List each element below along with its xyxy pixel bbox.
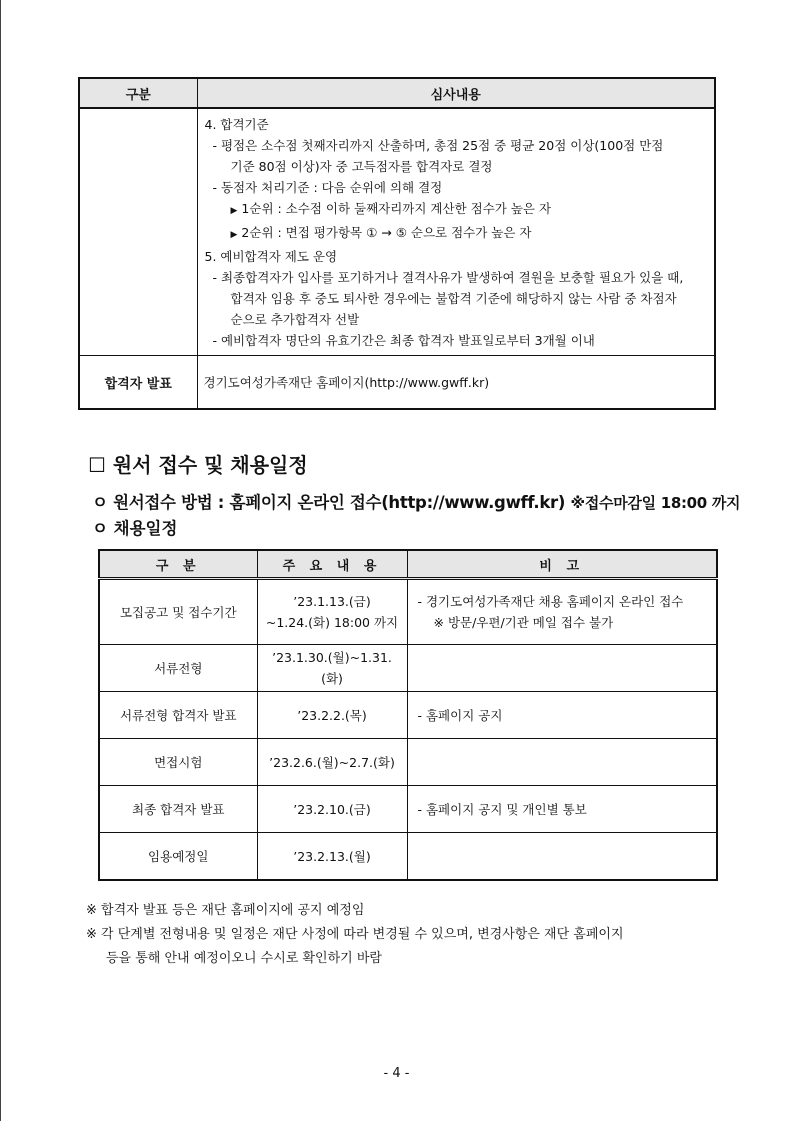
deadline-note: ※접수마감일 18:00 까지 xyxy=(570,494,741,512)
criteria-line xyxy=(205,135,711,156)
footnote-line: ※ 각 단계별 전형내용 및 일정은 재단 사정에 따라 변경될 수 있으며, 변경사항은 재단 홈페이지 xyxy=(86,927,624,942)
triangle-bullet-icon: ▶ xyxy=(230,206,238,216)
schedule-date xyxy=(257,786,407,833)
schedule-stage-text: 최종 합격자 발표 xyxy=(132,801,225,817)
schedule-date xyxy=(257,645,407,692)
schedule-date-text: ’23.2.6.(월)~2.7.(화) xyxy=(269,754,395,770)
schedule-stage xyxy=(99,645,257,692)
schedule-note xyxy=(407,692,717,739)
criteria-line xyxy=(205,198,711,222)
schedule-note-text: - 홈페이지 공지 및 개인별 통보 xyxy=(417,801,587,817)
schedule-note xyxy=(407,645,717,692)
criteria-line xyxy=(205,177,711,198)
header-review-content: 심사내용 xyxy=(197,78,715,108)
schedule-stage xyxy=(99,692,257,739)
footnote-line: 등을 통해 안내 예정이오니 수시로 확인하기 바람 xyxy=(106,951,382,966)
schedule-table xyxy=(98,549,718,881)
page-left-border xyxy=(0,0,1,1121)
schedule-note xyxy=(407,833,717,881)
criteria-content-cell xyxy=(197,108,715,356)
schedule-note xyxy=(407,786,717,833)
schedule-row xyxy=(99,833,717,881)
criteria-line xyxy=(205,288,711,309)
schedule-note xyxy=(407,739,717,786)
schedule-date-text: ’23.1.13.(금) xyxy=(293,594,371,609)
criteria-lines xyxy=(198,109,715,355)
schedule-date-text: ’23.1.30.(월)~1.31.(화) xyxy=(272,650,392,686)
criteria-line xyxy=(205,330,711,351)
schedule-header-note: 비 고 xyxy=(407,550,717,579)
schedule-date xyxy=(257,833,407,881)
criteria-line xyxy=(205,222,711,246)
criteria-line-text: 2순위 : 면접 평가항목 ① → ⑤ 순으로 점수가 높은 자 xyxy=(241,225,532,240)
criteria-line-text: - 평점은 소수점 첫째자리까지 산출하며, 총점 25점 중 평균 20점 이상(100점 만점 xyxy=(212,138,664,153)
criteria-line xyxy=(205,267,711,288)
announce-label: 합격자 발표 xyxy=(79,356,197,410)
header-category: 구분 xyxy=(79,78,197,108)
schedule-note xyxy=(407,579,717,645)
schedule-stage xyxy=(99,579,257,645)
schedule-row xyxy=(99,786,717,833)
criteria-line-text: - 예비합격자 명단의 유효기간은 최종 합격자 발표일로부터 3개월 이내 xyxy=(212,333,595,348)
schedule-date xyxy=(257,739,407,786)
screening-table xyxy=(78,77,716,410)
schedule-date-text: ’23.2.10.(금) xyxy=(293,801,371,817)
schedule-header-content: 주 요 내 용 xyxy=(257,550,407,579)
criteria-line xyxy=(205,309,711,330)
triangle-bullet-icon: ▶ xyxy=(230,230,238,240)
criteria-line-text: 1순위 : 소수점 이하 둘째자리까지 계산한 점수가 높은 자 xyxy=(241,201,552,216)
schedule-date-text: ’23.2.13.(월) xyxy=(293,848,371,864)
schedule-stage-text: 모집공고 및 접수기간 xyxy=(119,604,237,620)
criteria-line-text: 순으로 추가합격자 선발 xyxy=(230,312,360,327)
schedule-row xyxy=(99,692,717,739)
schedule-stage-text: 임용예정일 xyxy=(148,848,209,864)
criteria-line-text: 합격자 임용 후 중도 퇴사한 경우에는 불합격 기준에 해당하지 않는 사람 중 차점자 xyxy=(230,291,677,306)
schedule-note-text: - 경기도여성가족재단 채용 홈페이지 온라인 접수 xyxy=(417,594,684,609)
schedule-note-text: ※ 방문/우편/기관 메일 접수 불가 xyxy=(433,615,614,630)
criteria-label-cell xyxy=(79,108,197,356)
schedule-stage xyxy=(99,739,257,786)
announce-text: 경기도여성가족재단 홈페이지(http://www.gwff.kr) xyxy=(197,356,715,410)
application-method xyxy=(92,489,740,513)
schedule-header-stage: 구 분 xyxy=(99,550,257,579)
schedule-label: ㅇ 채용일정 xyxy=(92,519,178,538)
footnotes xyxy=(86,899,624,971)
page-number: - 4 - xyxy=(383,1066,410,1081)
schedule-stage xyxy=(99,833,257,881)
criteria-line-text: - 최종합격자가 입사를 포기하거나 결격사유가 발생하여 결원을 보충할 필요가 있을 때, xyxy=(212,270,684,285)
schedule-date-text: ’23.2.2.(목) xyxy=(297,707,367,723)
schedule-stage xyxy=(99,786,257,833)
schedule-stage-text: 서류전형 합격자 발표 xyxy=(119,707,237,723)
criteria-line-text: - 동점자 처리기준 : 다음 순위에 의해 결정 xyxy=(212,180,443,195)
criteria-line-text: 4. 합격기준 xyxy=(204,117,269,132)
criteria-line xyxy=(205,114,711,135)
schedule-stage-text: 면접시험 xyxy=(154,754,203,770)
criteria-line-text: 기준 80점 이상)자 중 고득점자를 합격자로 결정 xyxy=(230,159,493,174)
schedule-date xyxy=(257,692,407,739)
criteria-line-text: 5. 예비합격자 제도 운영 xyxy=(204,249,338,264)
footnote-line: ※ 합격자 발표 등은 재단 홈페이지에 공지 예정임 xyxy=(86,903,365,918)
schedule-row xyxy=(99,739,717,786)
criteria-line xyxy=(205,156,711,177)
schedule-row xyxy=(99,645,717,692)
section-title: ☐ 원서 접수 및 채용일정 xyxy=(88,453,308,477)
schedule-date-text: ~1.24.(화) 18:00 까지 xyxy=(265,615,399,630)
schedule-note-text: - 홈페이지 공지 xyxy=(417,707,503,723)
schedule-stage-text: 서류전형 xyxy=(154,660,203,676)
application-method-text: ㅇ 원서접수 방법 : 홈페이지 온라인 접수(http://www.gwff.kr) xyxy=(92,493,566,512)
schedule-row xyxy=(99,579,717,645)
schedule-date xyxy=(257,579,407,645)
criteria-line xyxy=(205,246,711,267)
